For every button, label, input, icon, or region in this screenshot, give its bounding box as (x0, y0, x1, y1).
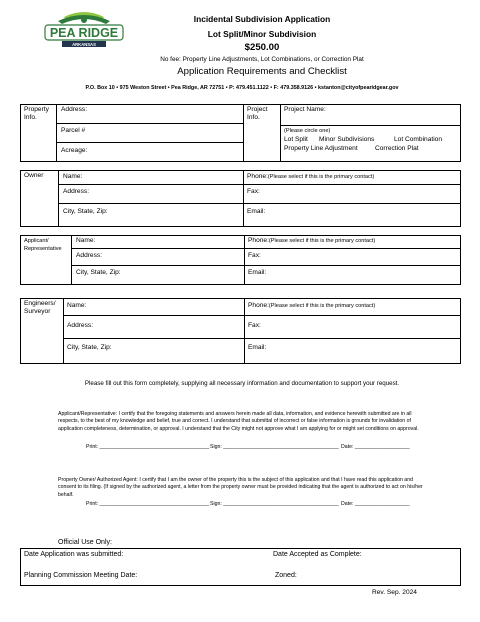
official-use-heading: Official Use Only: (58, 539, 112, 546)
owner-phone-field[interactable]: Phone:(Please select if this is the primary contact) (247, 173, 375, 180)
acreage-label: Acreage: (61, 147, 88, 154)
engineer-phone-field[interactable]: Phone:(Please select if this is the primary contact) (248, 302, 376, 309)
project-name-label: Project Name: (284, 106, 326, 113)
applicant-date-line[interactable]: Date: ___________________ (341, 444, 410, 450)
applicant-sign-line[interactable]: Sign: ________________________________________ (210, 444, 339, 450)
option-minor-subdivisions[interactable]: Minor Subdivisions (319, 136, 375, 143)
revision-date: Rev. Sep. 2024 (372, 589, 417, 596)
logo-subtext: ARKANSAS (72, 42, 96, 47)
applicant-city-field[interactable]: City, State, Zip: (76, 269, 121, 276)
applicant-print-line[interactable]: Print: ______________________________________ (86, 444, 210, 450)
owner-section (20, 170, 461, 227)
applicant-phone-field[interactable]: Phone:(Please select if this is the primary contact) (248, 237, 376, 244)
application-fee: $250.00 (244, 42, 280, 53)
owner-certification-text: Property Owner/ Authorized Agent: I certify that I am the owner of the property this is the subject of this application and that I have read this application and consent to its filing. (If signed by the authorized agent, a letter from the property owner must be provided indicating that the agent is authorized to act on his/her behalf. (58, 477, 423, 498)
owner-sign-line[interactable]: Sign: ________________________________________ (210, 501, 339, 507)
owner-city-field[interactable]: City, State, Zip: (63, 208, 108, 215)
owner-print-line[interactable]: Print: ______________________________________ (86, 501, 210, 507)
engineer-city-field[interactable]: City, State, Zip: (67, 344, 112, 351)
applicant-email-field[interactable]: Email: (248, 269, 267, 276)
date-submitted-field[interactable]: Date Application was submitted: (24, 551, 124, 558)
applicant-certification-text: Applicant/Representative: I certify that the foregoing statements and answers herein made all data, information, and evidence herewith submitted are in all respects, to the best of my knowledge and belief, true and correct. I understand that submittal of incorrect or false information is grounds for invalidation of application completeness, determination, or approval. I understand that the City might not approve what I am applying for or might set conditions on approval. (58, 411, 419, 432)
contact-line: P.O. Box 10 • 975 Weston Street • Pea Ridge, AR 72751 • P: 479.451.1122 • F: 479.358.9126 • kstanton@cityofpearidgear.gov (85, 85, 399, 91)
meeting-date-field[interactable]: Planning Commission Meeting Date: (24, 572, 138, 579)
pea-ridge-logo (44, 11, 124, 49)
date-accepted-field[interactable]: Date Accepted as Complete: (273, 551, 362, 558)
applicant-label: Applicant/ Representative (24, 238, 62, 252)
engineer-address-field[interactable]: Address: (67, 322, 94, 329)
owner-label: Owner (24, 172, 44, 179)
circle-one-note: (Please circle one) (284, 128, 331, 134)
property-address-label: Address: (61, 106, 88, 113)
engineer-name-field[interactable]: Name: (67, 302, 87, 309)
form-title: Incidental Subdivision Application (193, 14, 331, 24)
applicant-address-field[interactable]: Address: (76, 252, 103, 259)
owner-email-field[interactable]: Email: (247, 208, 266, 215)
no-fee-note: No fee: Property Line Adjustments, Lot Combinations, or Correction Plat (160, 56, 364, 63)
property-info-label: Property Info. (24, 106, 49, 121)
logo-text: PEA RIDGE (49, 26, 119, 40)
instructions-text: Please fill out this form completely, supplying all necessary information and documentation to support your request. (84, 380, 400, 387)
option-property-line-adjustment[interactable]: Property Line Adjustment (284, 145, 358, 152)
engineer-label: Engineers/ Surveyor (24, 300, 56, 315)
option-lot-combination[interactable]: Lot Combination (394, 136, 443, 143)
owner-date-line[interactable]: Date: ___________________ (341, 501, 410, 507)
applicant-fax-field[interactable]: Fax: (248, 252, 261, 259)
form-subtitle: Lot Split/Minor Subdivision (207, 29, 317, 39)
engineer-email-field[interactable]: Email: (248, 344, 267, 351)
requirements-heading: Application Requirements and Checklist (177, 66, 347, 77)
option-correction-plat[interactable]: Correction Plat (375, 145, 419, 152)
engineer-fax-field[interactable]: Fax: (248, 322, 261, 329)
zoned-field[interactable]: Zoned: (275, 572, 297, 579)
owner-address-field[interactable]: Address: (63, 188, 90, 195)
parcel-label: Parcel # (61, 127, 86, 134)
project-info-label: Project Info. (247, 106, 268, 121)
option-lot-split[interactable]: Lot Split (284, 136, 308, 143)
owner-name-field[interactable]: Name: (63, 173, 83, 180)
owner-fax-field[interactable]: Fax: (247, 188, 260, 195)
applicant-name-field[interactable]: Name: (76, 237, 96, 244)
